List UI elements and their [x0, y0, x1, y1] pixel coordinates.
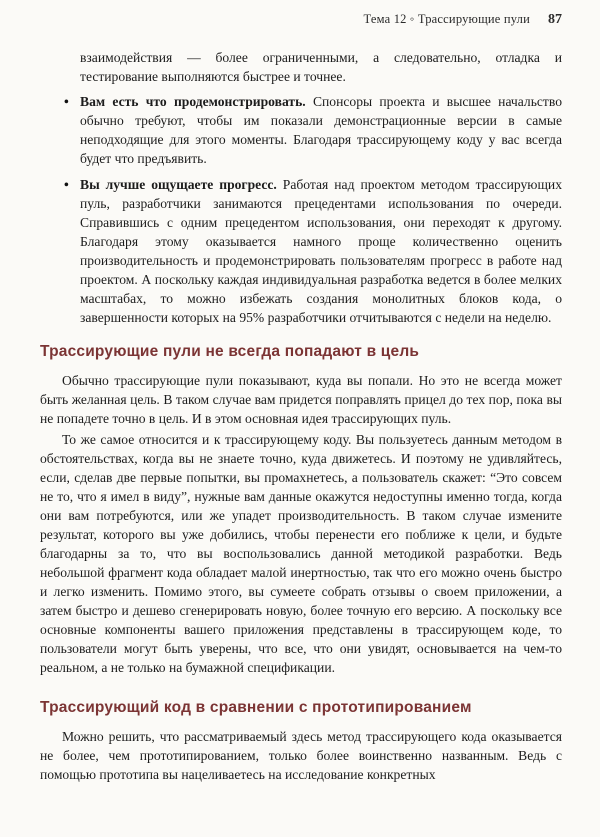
section-heading: Трассирующие пули не всегда попадают в цель	[40, 343, 420, 360]
paragraph: То же самое относится и к трассирующему коду. Вы пользуетесь данным методом в обстоятельствах, когда вы не знаете точно, куда движетесь. И поэтому не удивляйтесь, если, сделав две первые попытки, вы промахнетесь, а пользователь скажет: “Это совсем не то, что я имел в виду”, нужные вам данные окажутся недоступны именно тогда, когда они вам потребуются, или же упадет производительность. В таком случае измените результат, которого вы уже добились, чтобы перенести его поближе к цели, и будьте благодарны за то, что вы воспользовались данной методикой разработки. Ведь небольшой фрагмент кода обладает малой инертностью, так что его можно очень быстро и легко изменить. Помимо этого, вы сумеете собрать отзывы о своем приложении, а затем быстро и дешево сгенерировать новую, более точную его версию. А поскольку все основные компоненты вашего приложения представлены в трассирующем коде, то пользователи могут быть уверены, что все, что они увидят, основывается на чем-то реальном, а не только на бумажной спецификации.	[40, 432, 562, 675]
bullet-lead: Вам есть что продемонстрировать.	[80, 94, 306, 109]
bullet-icon: •	[64, 177, 69, 192]
running-title: Тема 12 ◦ Трассирующие пули	[363, 12, 530, 26]
bullet-icon: •	[64, 94, 69, 109]
bullet-list	[64, 92, 562, 327]
page-header	[40, 12, 562, 28]
continuation-paragraph: взаимодействия — более ограниченными, а следовательно, отладка и тестирование выполняются быстрее и точнее.	[80, 50, 562, 84]
paragraph: Можно решить, что рассматриваемый здесь метод трассирующего кода оказывается не более, чем прототипированием, только более воинственно названным. Ведь с помощью прототипа вы нацеливаетесь на исследование конкретных	[40, 729, 562, 782]
bullet-lead: Вы лучше ощущаете прогресс.	[80, 177, 277, 192]
bullet-text: Работая над проектом методом трассирующих пуль, разработчики занимаются прецедентами использования по очереди. Справившись с одним прецедентом использования, они переходят к другому. Благодаря этому оказывается намного проще количественно оценить производительность и продемонстрировать пользователям прогресс в работе над проектом. А поскольку каждая индивидуальная разработка ведется в более мелких масштабах, то можно избежать создания монолитных блоков кода, о завершенности которых на 95% разработчики отчитываются с недели на неделю.	[80, 177, 562, 325]
page-number: 87	[548, 12, 562, 27]
bullet-item	[64, 92, 562, 168]
intro-block	[40, 48, 562, 327]
section-heading: Трассирующий код в сравнении с прототипированием	[40, 699, 472, 716]
bullet-text: Спонсоры проекта и высшее начальство обычно требуют, чтобы им показали демонстрационные версии в самые неподходящие для этого моменты. Благодаря трассирующему коду у вас всегда будет что предъявить.	[80, 94, 562, 166]
bullet-item	[64, 175, 562, 327]
paragraph: Обычно трассирующие пули показывают, куда вы попали. Но это не всегда может быть желанная цель. В таком случае вам придется поправлять прицел до тех пор, пока вы не попадете точно в цель. И в этом основная идея трассирующих пуль.	[40, 373, 562, 426]
